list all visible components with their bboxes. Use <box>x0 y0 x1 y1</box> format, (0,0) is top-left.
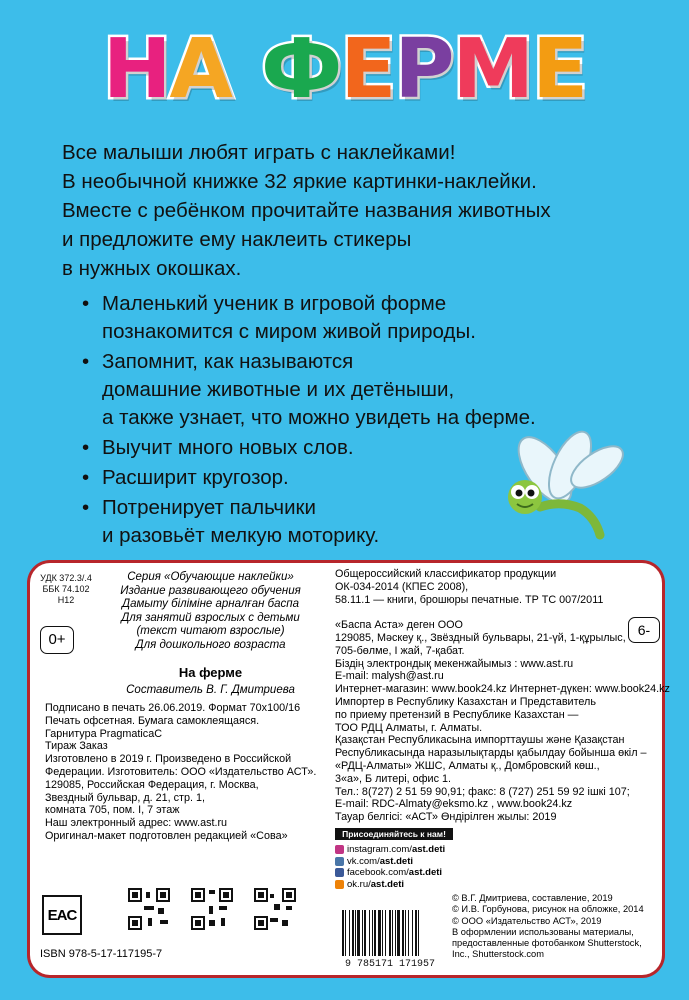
info-line <box>335 606 650 619</box>
title-word <box>261 21 587 117</box>
imprint-line: Оригинал-макет подготовлен редакцией «Сова» <box>45 829 288 842</box>
info-line: 58.11.1 — книги, брошюры печатные. ТР ТС 007/2011 <box>335 593 604 606</box>
info-line: Тел.: 8(727) 2 51 59 90,91; факс: 8 (727) 251 59 92 ішкі 107; <box>335 785 630 798</box>
barcode-digits: 9 785171 171957 <box>344 959 436 968</box>
classification-codes <box>36 573 96 606</box>
benefit-line: домашние животные и их детёныши, <box>102 378 455 401</box>
age-rating-badge-right: 6- <box>628 617 660 643</box>
title-letter: Н <box>102 21 170 117</box>
copyright-line: Inc., Shutterstock.com <box>452 949 544 960</box>
title-word <box>102 21 232 117</box>
imprint-line: Изготовлено в 2019 г. Произведено в Российской <box>45 753 292 766</box>
barcode-bar <box>352 910 354 956</box>
social-link[interactable] <box>335 879 495 891</box>
barcode-icon <box>334 896 446 968</box>
book-title: На ферме <box>178 665 243 680</box>
barcode-bar <box>405 910 406 956</box>
barcode-bar <box>369 910 370 956</box>
info-line: «Баспа Аста» деген ООО <box>335 619 463 632</box>
classification-code: УДК 372.3/.4 <box>40 573 92 583</box>
series-line: Издание развивающего обучения <box>120 584 301 597</box>
barcode-bar <box>345 910 346 956</box>
imprint-line: Подписано в печать 26.06.2019. Формат 70х100/16 <box>45 702 301 714</box>
social-link[interactable] <box>335 844 495 856</box>
info-line: Импортер в Республику Казахстан и Представитель <box>335 695 596 708</box>
classification-code: Н12 <box>57 595 75 605</box>
info-line: Тауар белгісі: «АСТ» Өндірілген жылы: 2019 <box>335 811 557 824</box>
barcode-bar <box>355 910 356 956</box>
age-rating-badge: 0+ <box>40 626 74 654</box>
barcode-bar <box>342 910 344 956</box>
page-title <box>0 22 689 117</box>
join-us-banner: Присоединяйтесь к нам! <box>335 828 453 840</box>
title-letter: Р <box>394 21 453 117</box>
series-line: Серия «Обучающие наклейки» <box>127 571 294 583</box>
barcode-bar <box>374 910 376 956</box>
benefit-line: познакомится с миром живой природы. <box>102 320 476 343</box>
imprint-line: Тираж Заказ <box>45 740 108 753</box>
barcode-bar <box>362 910 363 956</box>
benefit-line: • Выучит много новых слов. <box>102 436 354 459</box>
barcode-bar <box>412 910 413 956</box>
social-link-handle: ast.deti <box>379 855 413 867</box>
intro-line: Все малыши любят играть с наклейками! <box>62 141 456 164</box>
imprint-line: Звездный бульвар, д. 21, стр. 1, <box>45 791 205 804</box>
title-letter: Ф <box>261 21 341 117</box>
benefit-item <box>102 348 662 432</box>
title-letter: Е <box>532 21 587 117</box>
qr-code-icon <box>254 888 296 930</box>
series-line: Для дошкольного возраста <box>135 638 286 651</box>
qr-code-icon <box>128 888 170 930</box>
barcode-bar <box>418 910 419 956</box>
copyright-line: © ООО «Издательство АСТ», 2019 <box>452 915 602 926</box>
benefit-line: • Маленький ученик в игровой форме <box>102 292 447 315</box>
info-line: по приему претензий в Республике Казахстан — <box>335 708 579 721</box>
social-link-prefix: facebook.com/ <box>347 867 409 878</box>
title-letter: М <box>452 21 533 117</box>
classification-code: ББК 74.102 <box>42 584 90 594</box>
barcode-bar <box>372 910 373 956</box>
social-link-handle: ast.deti <box>411 844 446 855</box>
imprint-line: 129085, Российская Федерация, г. Москва, <box>45 778 259 791</box>
social-link[interactable] <box>335 856 495 868</box>
info-line: Республикасында наразылықтарды қабылдау бойынша өкіл – <box>335 747 647 760</box>
info-line: Интернет-магазин: www.book24.kz Интернет-дүкен: www.book24.kz <box>335 683 670 696</box>
benefit-line: а также узнает, что можно увидеть на ферме. <box>102 406 536 429</box>
social-links <box>335 844 495 890</box>
info-line: 129085, Мәскеу қ., Звёздный бульвары, 21-үй, 1-құрылыс, <box>335 631 626 644</box>
copyright-line: © В.Г. Дмитриева, составление, 2019 <box>452 893 613 903</box>
barcode-bar <box>382 910 383 956</box>
barcode-bar <box>378 910 381 956</box>
ok-icon <box>335 880 344 889</box>
info-line: E-mail: malysh@ast.ru <box>335 670 444 683</box>
imprint-details <box>45 702 335 843</box>
info-line: «РДЦ-Алматы» ЖШС, Алматы қ., Домбровский көш., <box>335 759 600 772</box>
series-info <box>98 571 323 653</box>
barcode-bar <box>402 910 404 956</box>
eac-mark: EAC <box>42 895 82 935</box>
imprint-line: Федерации. Изготовитель: ООО «Издательство АСТ». <box>45 765 317 778</box>
title-letter: Е <box>340 21 395 117</box>
copyright-line: В оформлении использованы материалы, <box>452 926 634 937</box>
intro-line: В необычной книжке 32 яркие картинки-наклейки. <box>62 170 537 193</box>
series-line: Для занятий взрослых с детьми <box>121 611 300 624</box>
info-line: Біздің электрондық мекенжайымыз : www.ast.ru <box>335 657 574 670</box>
author-line: Составитель В. Г. Дмитриева <box>126 684 295 696</box>
classification-and-importer-info <box>335 568 670 824</box>
barcode-bar <box>364 910 366 956</box>
social-link[interactable] <box>335 867 495 879</box>
series-line: (текст читают взрослые) <box>136 625 285 638</box>
vk-icon <box>335 857 344 866</box>
barcode-bar <box>408 910 409 956</box>
benefit-item <box>102 290 662 346</box>
imprint-line: Наш электронный адрес: www.ast.ru <box>45 817 228 830</box>
copyright-line: предоставленные фотобанком Shutterstock, <box>452 938 642 949</box>
info-line: 3«а», Б литері, офис 1. <box>335 772 451 785</box>
social-link-prefix: instagram.com/ <box>347 844 412 855</box>
series-line: Дамыту біліміне арналған баспа <box>121 598 299 611</box>
barcode-bar <box>415 910 417 956</box>
intro-line: Вместе с ребёнком прочитайте названия животных <box>62 199 551 222</box>
info-line: Общероссийский классификатор продукции <box>335 568 557 580</box>
dragonfly-illustration <box>485 425 635 545</box>
benefit-line: • Потренирует пальчики <box>102 496 316 519</box>
qr-code-icon <box>191 888 233 930</box>
info-line: 705-бөлме, I жай, 7-қабат. <box>335 644 465 657</box>
copyright-notice <box>452 893 662 961</box>
intro-line: в нужных окошках. <box>62 257 242 280</box>
barcode-bar <box>349 910 350 956</box>
benefit-line: • Запомнит, как называются <box>102 350 354 373</box>
info-line: ТОО РДЦ Алматы, г. Алматы. <box>335 721 483 734</box>
info-line: Қазақстан Республикасына импорттаушы және Қазақстан <box>335 734 625 747</box>
barcode-bar <box>395 910 396 956</box>
barcode-bar <box>392 910 393 956</box>
facebook-icon <box>335 868 344 877</box>
info-line: E-mail: RDC-Almaty@eksmo.kz , www.book24.kz <box>335 798 573 811</box>
social-link-handle: ast.deti <box>370 878 405 890</box>
isbn-left: ISBN 978-5-17-117195-7 <box>40 948 163 960</box>
instagram-icon <box>335 845 344 854</box>
intro-line: и предложите ему наклеить стикеры <box>62 228 412 251</box>
title-letter: А <box>169 21 232 117</box>
barcode-bar <box>357 910 360 956</box>
social-link-prefix: ok.ru/ <box>347 878 371 890</box>
benefit-line: и разовьёт мелкую моторику. <box>102 524 380 547</box>
barcode-bar <box>385 910 386 956</box>
social-link-handle: ast.deti <box>408 867 443 878</box>
social-link-prefix: vk.com/ <box>347 855 380 867</box>
imprint-line: Гарнитура PragmaticaC <box>45 727 162 740</box>
benefit-line: • Расширит кругозор. <box>102 466 289 489</box>
info-line: ОК-034-2014 (КПЕС 2008), <box>335 580 469 593</box>
imprint-line: Печать офсетная. Бумага самоклеящаяся. <box>45 714 260 727</box>
imprint-line: комната 705, пом. I, 7 этаж <box>45 804 180 817</box>
intro-text <box>62 138 682 283</box>
copyright-line: © И.В. Горбунова, рисунок на обложке, 2014 <box>452 904 644 915</box>
barcode-bar <box>389 910 391 956</box>
barcode-bar <box>397 910 400 956</box>
